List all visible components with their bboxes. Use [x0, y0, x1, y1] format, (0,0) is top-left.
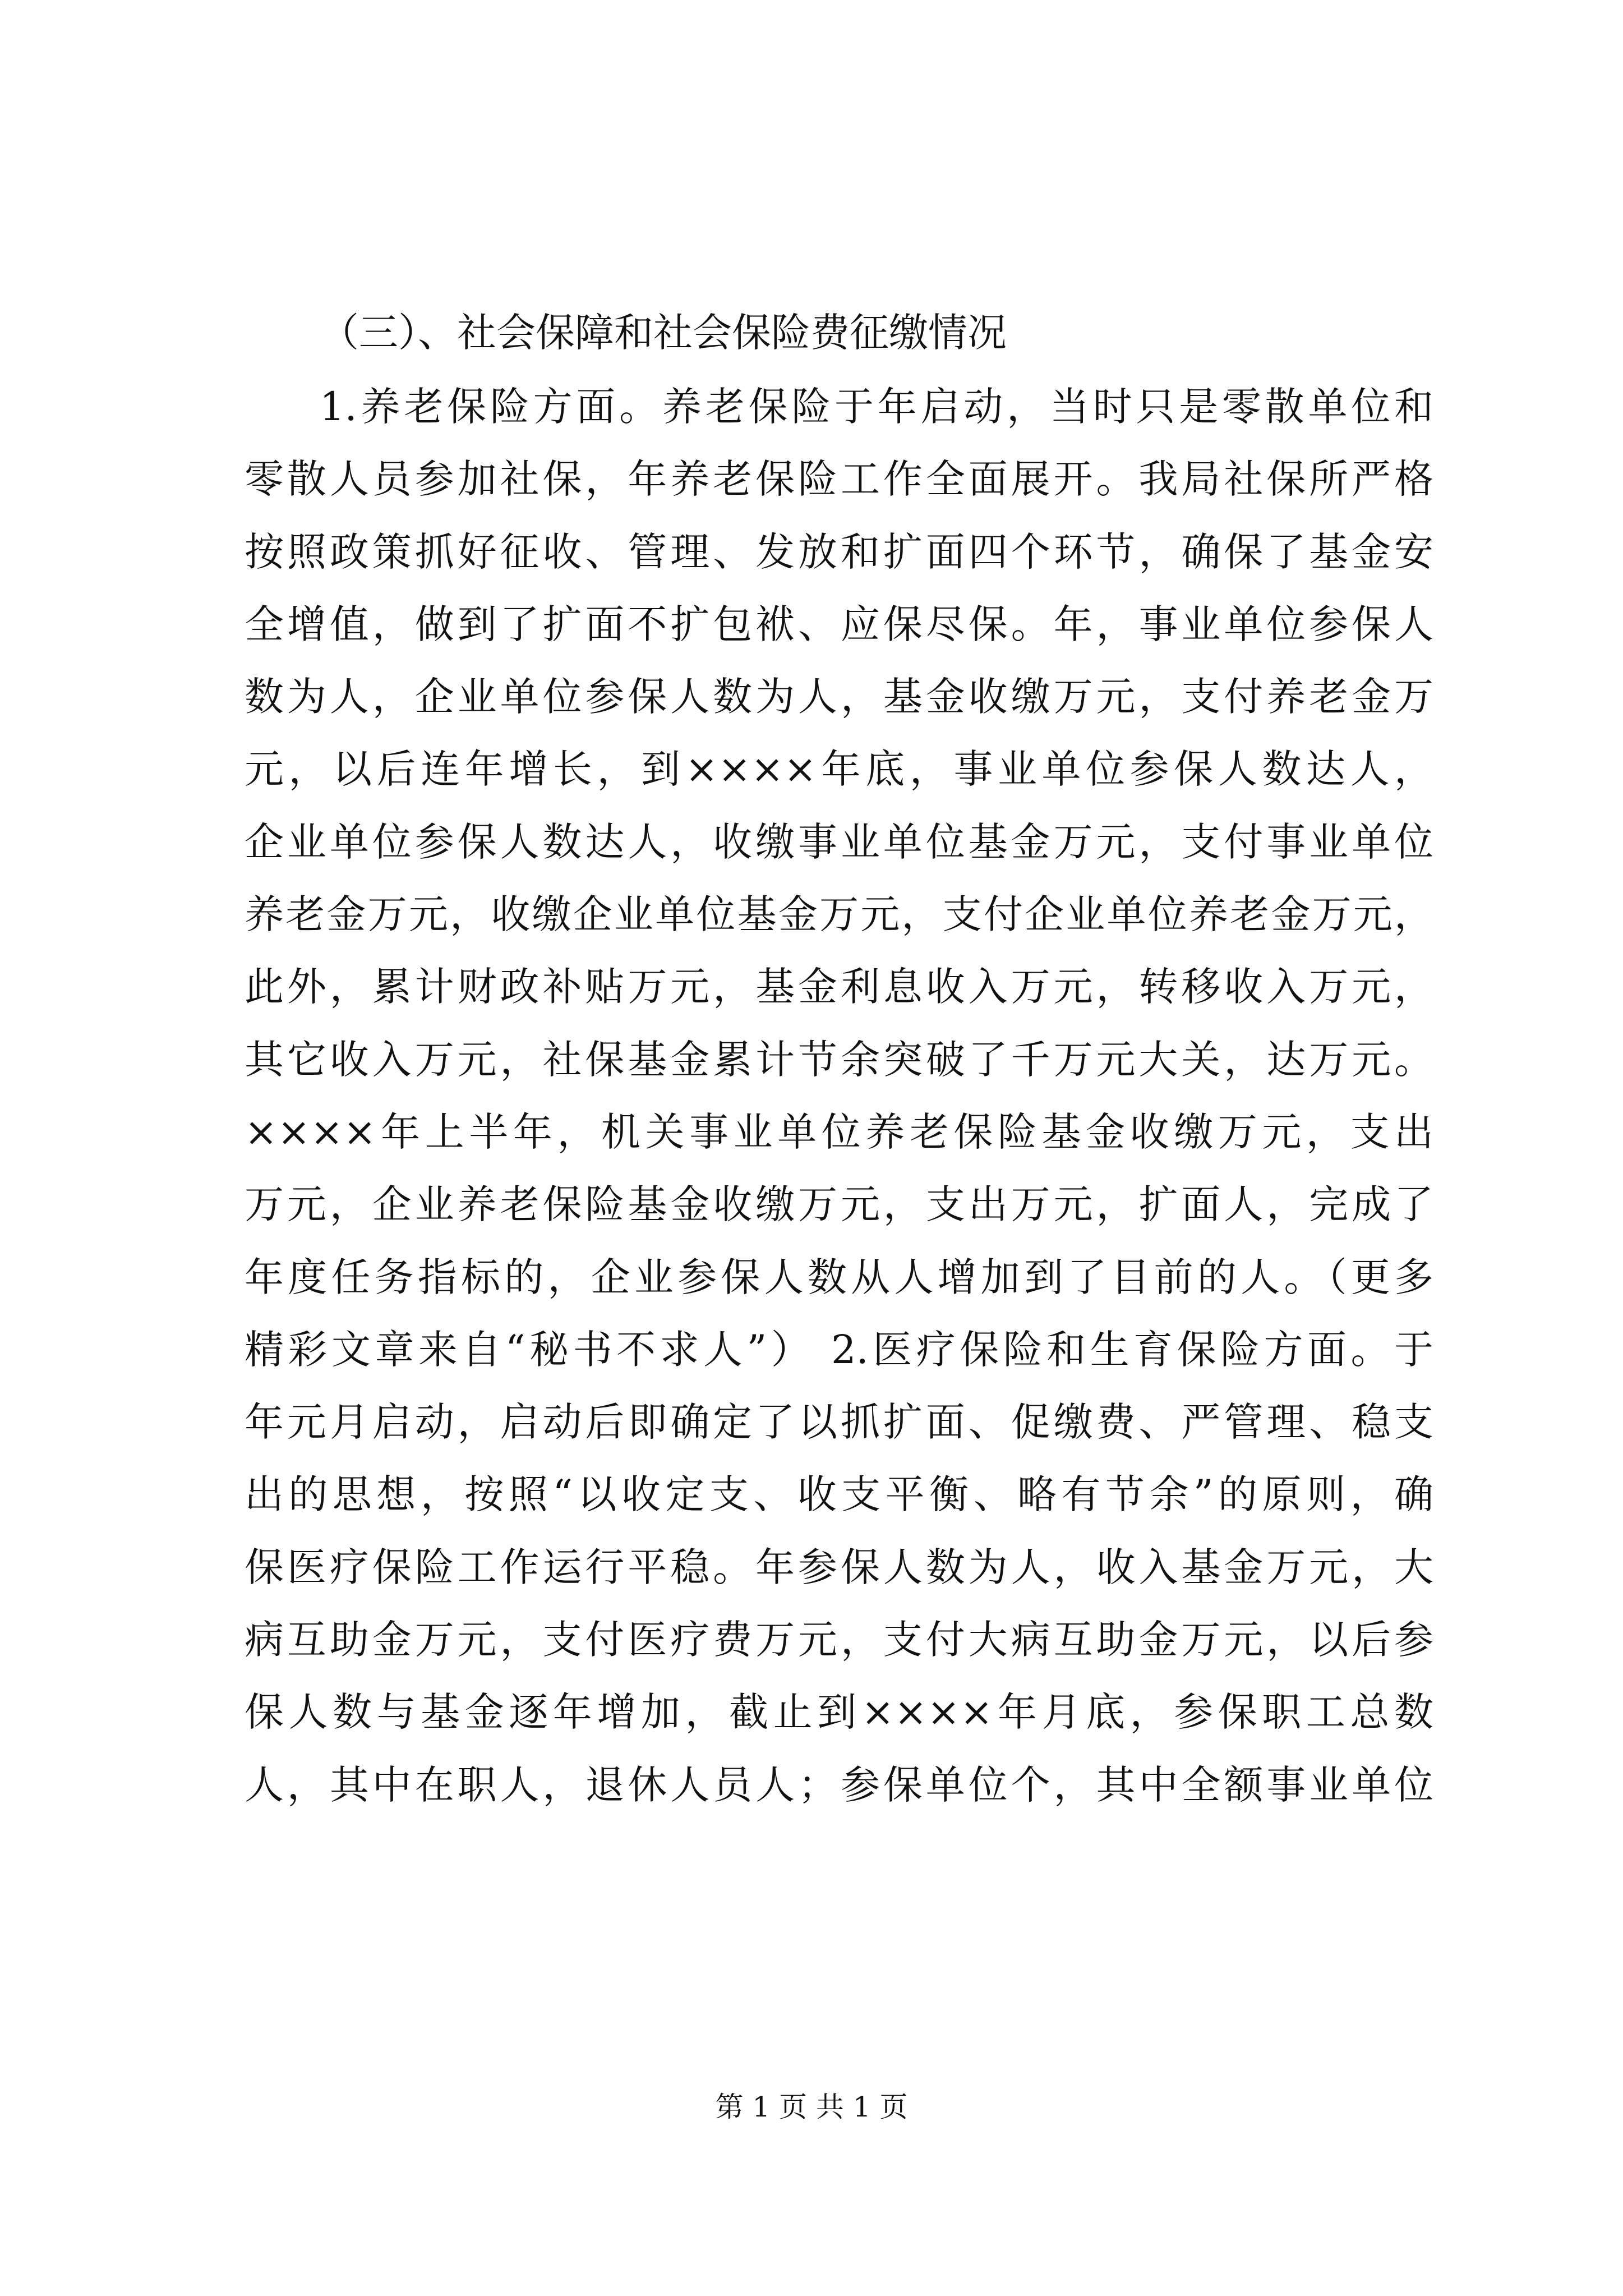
- body-line: 此外，累计财政补贴万元，基金利息收入万元，转移收入万元，: [245, 964, 1433, 1010]
- body-line: 按照政策抓好征收、管理、发放和扩面四个环节，确保了基金安: [245, 529, 1433, 575]
- body-line: 全增值，做到了扩面不扩包袱、应保尽保。年，事业单位参保人: [245, 601, 1433, 647]
- body-line: 保医疗保险工作运行平稳。年参保人数为人，收入基金万元，大: [245, 1544, 1433, 1590]
- section-heading: （三）、社会保障和社会保险费征缴情况: [320, 310, 1007, 356]
- body-line: 病互助金万元，支付医疗费万元，支付大病互助金万元，以后参: [245, 1617, 1433, 1663]
- body-line: 数为人，企业单位参保人数为人，基金收缴万元，支付养老金万: [245, 674, 1433, 720]
- body-line: 人，其中在职人，退休人员人；参保单位个，其中全额事业单位: [245, 1762, 1433, 1808]
- body-line: 零散人员参加社保，年养老保险工作全面展开。我局社保所严格: [245, 456, 1433, 502]
- body-line: 保人数与基金逐年增加，截止到××××年月底，参保职工总数: [245, 1689, 1433, 1735]
- body-line: 精彩文章来自“秘书不求人”） 2.医疗保险和生育保险方面。于: [245, 1327, 1433, 1373]
- page-footer: 第 1 页 共 1 页: [715, 2091, 908, 2123]
- body-line: 养老金万元，收缴企业单位基金万元，支付企业单位养老金万元，: [245, 891, 1433, 937]
- body-line: 出的思想，按照“以收定支、收支平衡、略有节余”的原则，确: [245, 1471, 1433, 1517]
- body-line: 年元月启动，启动后即确定了以抓扩面、促缴费、严管理、稳支: [245, 1399, 1433, 1445]
- body-line: 企业单位参保人数达人，收缴事业单位基金万元，支付事业单位: [245, 819, 1433, 865]
- body-line: 年度任务指标的，企业参保人数从人增加到了目前的人。（更多: [245, 1254, 1433, 1300]
- body-line: ××××年上半年，机关事业单位养老保险基金收缴万元，支出: [245, 1109, 1433, 1155]
- body-line: 万元，企业养老保险基金收缴万元，支出万元，扩面人，完成了: [245, 1181, 1433, 1227]
- body-line: 元，以后连年增长，到××××年底，事业单位参保人数达人，: [245, 746, 1433, 792]
- body-line: 其它收入万元，社保基金累计节余突破了千万元大关，达万元。: [245, 1037, 1433, 1083]
- body-line: 1.养老保险方面。养老保险于年启动，当时只是零散单位和: [320, 384, 1433, 430]
